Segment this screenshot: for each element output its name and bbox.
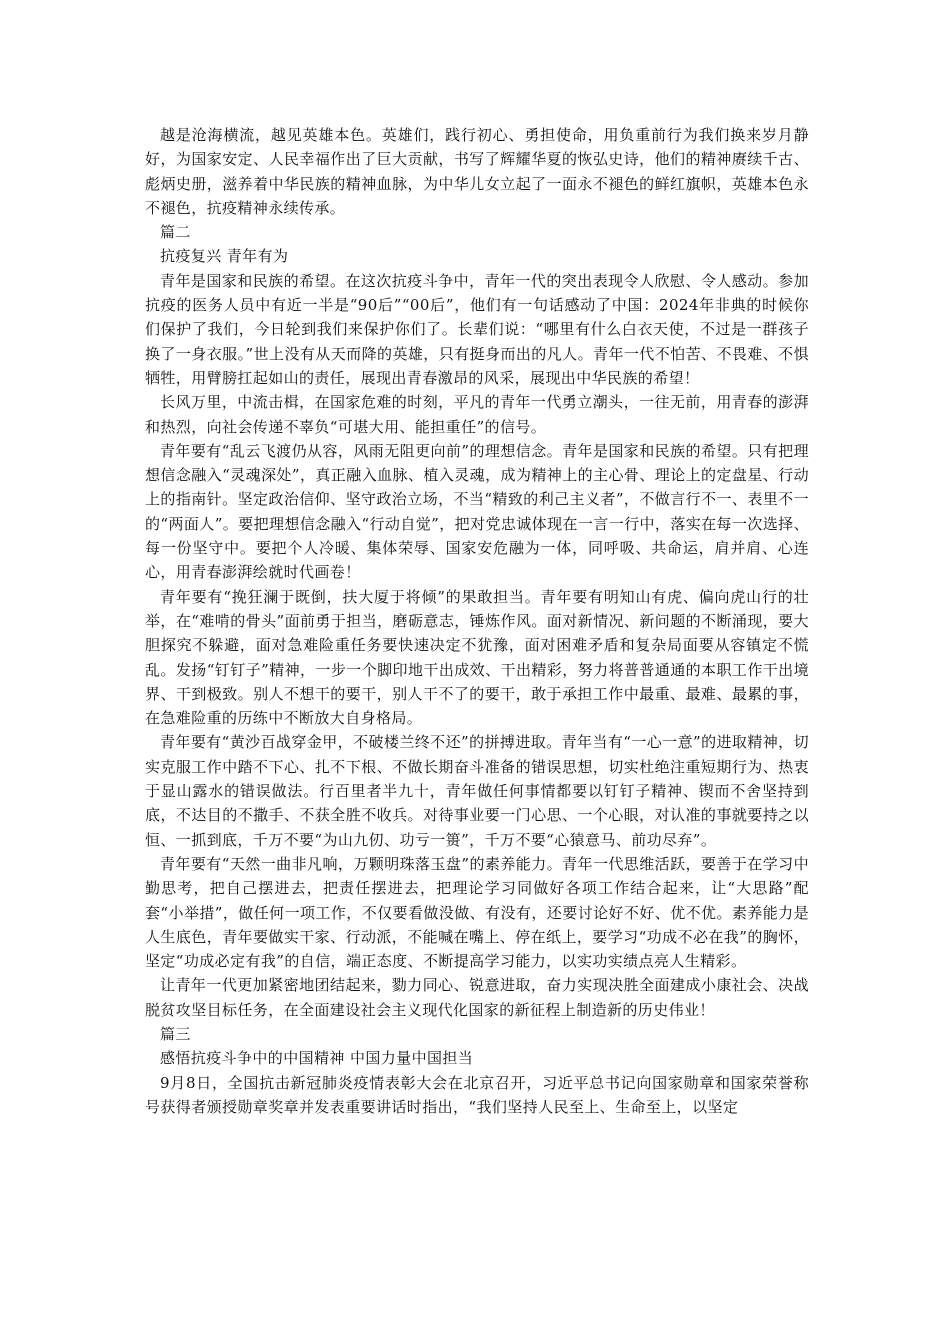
paragraph-perseverance: 青年要有“黄沙百战穿金甲，不破楼兰终不还”的拼搏进取。青年当有“一心一意”的进取精神，切实克服工作中踏不下心、扎不下根、不做长期奋斗准备的错误思想，切实杜绝注重短期行为、热衷于显山露水的错误做法。行百里者半九十，青年做任何事情都要以钉钉子精神、锲而不舍坚持到底，不达目的不撒手、不获全胜不收兵。对待事业要一门心思、一个心眼，对认准的事就要持之以恒、一抓到底，千万不要“为山九仞、功亏一篑”，千万不要“心猿意马、前功尽弃”。 — [145, 733, 809, 849]
paragraph-call-to-action: 让青年一代更加紧密地团结起来，勠力同心、锐意进取，奋力实现决胜全面建成小康社会、决战脱贫攻坚目标任务，在全面建设社会主义现代化国家的新征程上制造新的历史伟业！ — [145, 976, 809, 1019]
paragraph-responsibility: 青年要有“挽狂澜于既倒，扶大厦于将倾”的果敢担当。青年要有明知山有虎、偏向虎山行的壮举，在“难啃的骨头”面前勇于担当，磨砺意志，锤炼作风。面对新情况、新问题的不断涌现，要大胆探究不躲避，面对急难险重任务要快速决定不犹豫，面对困难矛盾和复杂局面要从容镇定不慌乱。发扬“钉钉子”精神，一步一个脚印地干出成效、干出精彩，努力将普普通通的本职工作干出境界、干到极致。别人不想干的要干，别人干不了的要干，敢于承担工作中最重、最难、最累的事，在急难险重的历练中不断放大自身格局。 — [145, 587, 809, 728]
paragraph-youth-hope: 青年是国家和民族的希望。在这次抗疫斗争中，青年一代的突出表现令人欣慰、令人感动。参加抗疫的医务人员中有近一半是“90后”“00后”，他们有一句话感动了中国：2024年非典的时候你们保护了我们，今日轮到我们来保护你们了。长辈们说：“哪里有什么白衣天使，不过是一群孩子换了一身衣服。”世上没有从天而降的英雄，只有挺身而出的凡人。青年一代不怕苦、不畏难、不惧牺牲，用臂膀扛起如山的责任，展现出青春激昂的风采，展现出中华民族的希望！ — [145, 271, 809, 387]
section-label-part-two: 篇二 — [160, 223, 191, 242]
document-body — [145, 123, 809, 1119]
paragraph-competence: 青年要有“天然一曲非凡响，万颗明珠落玉盘”的素养能力。青年一代思维活跃，要善于在学习中勤思考，把自己摆进去，把责任摆进去，把理论学习同做好各项工作结合起来，让“大思路”配套“小举措”，做任何一项工作，不仅要看做没做、有没有，还要讨论好不好、优不优。素养能力是人生底色，青年要做实干家、行动派，不能喊在嘴上、停在纸上，要学习“功成不必在我”的胸怀，坚定“功成必定有我”的自信，端正态度、不断提高学习能力，以实功实绩点亮人生精彩。 — [145, 854, 809, 971]
section-label-part-three: 篇三 — [160, 1024, 191, 1043]
paragraph-ideals: 青年要有“乱云飞渡仍从容，风雨无阻更向前”的理想信念。青年是国家和民族的希望。只有把理想信念融入“灵魂深处”，真正融入血脉、植入灵魂，成为精神上的主心骨、理论上的定盘星、行动上的指南针。坚定政治信仰、坚守政治立场，不当“精致的利己主义者”，不做言行不一、表里不一的“两面人”。要把理想信念融入“行动自觉”，把对党忠诚体现在一言一行中，落实在每一次选择、每一份坚守中。要把个人冷暖、集体荣辱、国家安危融为一体，同呼吸、共命运，肩并肩、心连心，用青春澎湃绘就时代画卷！ — [145, 441, 809, 582]
paragraph-youth-signal: 长风万里，中流击楫，在国家危难的时刻，平凡的青年一代勇立潮头，一往无前，用青春的澎湃和热烈，向社会传递不辜负“可堪大用、能担重任”的信号。 — [145, 393, 809, 436]
section-title-youth: 抗疫复兴 青年有为 — [160, 247, 289, 266]
paragraph-commendation-meeting: 9月8日，全国抗击新冠肺炎疫情表彰大会在北京召开，习近平总书记向国家勋章和国家荣誉称号获得者颁授勋章奖章并发表重要讲话时指出，“我们坚持人民至上、生命至上，以坚定 — [145, 1073, 809, 1116]
section-title-china-spirit: 感悟抗疫斗争中的中国精神 中国力量中国担当 — [160, 1049, 474, 1068]
paragraph-heroes-conclusion: 越是沧海横流，越见英雄本色。英雄们，践行初心、勇担使命，用负重前行为我们换来岁月静好，为国家安定、人民幸福作出了巨大贡献，书写了辉耀华夏的恢弘史诗，他们的精神赓续千古、彪炳史册，滋养着中华民族的精神血脉，为中华儿女立起了一面永不褪色的鲜红旗帜，英雄本色永不褪色，抗疫精神永续传承。 — [145, 126, 809, 217]
